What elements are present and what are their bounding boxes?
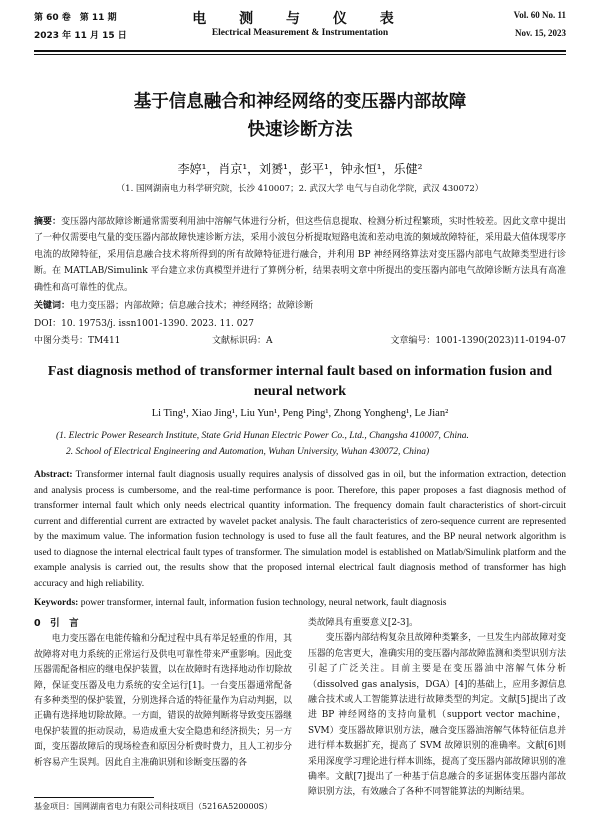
title-en: Fast diagnosis method of transformer internal fault based on information fusion and neural network	[47, 364, 553, 399]
keywords-cn	[34, 298, 566, 311]
body-paragraph: 变压器内部结构复杂且故障种类繁多，一旦发生内部故障对变压器的危害更大，准确实用的变压器内部故障监测和类型识别方法引起了广泛关注。目前主要是在变压器油中溶解气体分析（dissolved gas analysis，DGA）[4]的基础上，应用多源信息融合技术或人工智能算法进行故障类型的判定。文献[5]提出了改进 BP 神经网络的支持向量机（support vector machine，SVM）变压器故障识别方法，融合变压器油溶解气体特征信息并进行样本数据扩充，提高了 SVM 故障识别的准确率。文献[6]则采用深度学习理论进行样本训练，提高了变压器内部故障识别的准确率。文献[7]提出了一种基于信息融合的多证据体变压器内部故障识别方法，有效融合了各种不同智能算法的判断结果。	[308, 633, 566, 798]
abstract-en-text: Transformer internal fault diagnosis usually requires analysis of dissolved gas in oil, but the information extraction, detection and analysis process is cumbersome, and the real-time performance is poor. Therefore, this paper proposes a fast diagnosis method of transformer internal fault which only needs electrical quantity information. The frequency domain fault characteristics of short-circuit current and differential current are extracted by wavelet packet analysis. The fault characteristics of zero-sequence current are represented by the maximum value. The information fusion technology is used to fuse all the fault features, and the BP neural network algorithm is used to diagnose the internal electrical fault types of transformer. The simulation model is established on Matlab/Simulink platform and the example analysis is carried out, the results show that the proposed internal electrical fault diagnosis method of transformer has high accuracy and high reliability.	[34, 470, 566, 589]
title-cn-line2: 快速诊断方法	[247, 120, 353, 140]
keywords-en	[34, 598, 566, 608]
section-heading: 0 引 言	[34, 618, 79, 629]
keywords-en-label: Keywords:	[34, 598, 79, 608]
title-cn-line1: 基于信息融合和神经网络的变压器内部故障	[133, 92, 467, 112]
affiliation-en	[56, 428, 560, 460]
header-rule-thick	[34, 50, 566, 52]
authors-cn: 李婷¹，肖京¹，刘赟¹，彭平¹，钟永恒¹，乐健²	[177, 162, 423, 176]
keywords-cn-text: 电力变压器；内部故障；信息融合技术；神经网络；故障诊断	[70, 301, 314, 311]
volume-issue-cn: 第 60 卷 第 11 期	[34, 13, 117, 23]
article-number: 文章编号：1001-1390(2023)11-0194-07	[390, 336, 566, 346]
header-rule-thin	[34, 54, 566, 55]
body-column-left	[34, 616, 292, 771]
body-column-right	[308, 616, 566, 801]
affiliation-cn: （1. 国网湖南电力科学研究院，长沙 410007；2. 武汉大学 电气与自动化学院，武汉 430072）	[116, 184, 484, 194]
volume-issue-en: Vol. 60 No. 11	[513, 10, 566, 20]
footnote-rule	[34, 797, 154, 798]
authors-en: Li Ting¹, Xiao Jing¹, Liu Yun¹, Peng Ping¹, Zhong Yongheng¹, Le Jian²	[151, 408, 449, 419]
publication-date-en: Nov. 15, 2023	[514, 28, 566, 38]
abstract-cn-text: 变压器内部故障诊断通常需要利用油中溶解气体进行分析，但这些信息提取、检测分析过程繁琐，实时性较差。因此文章中提出了一种仅需要电气量的变压器内部故障快速诊断方法，采用小波包分析提取短路电流和差动电流的频域故障特征，采用最大值体现零序电流的故障特征，采用信息融合技术将所得到的所有故障特征进行融合，并利用 BP 神经网络算法对变压器内部电气故障类型进行诊断。在 MATLAB/Simulink 平台建立求仿真模型并进行了算例分析，结果表明文章中所提出的变压器内部电气故障诊断方法具有高准确性和高可靠性的优点。	[34, 217, 566, 293]
journal-name-en: Electrical Measurement & Instrumentation	[211, 28, 389, 38]
running-header	[34, 8, 566, 48]
affiliation-en-1: (1. Electric Power Research Institute, State Grid Hunan Electric Power Co., Ltd., Changsha 410007, China.	[56, 431, 469, 441]
title-cn	[40, 88, 560, 144]
clc-code: 中图分类号：TM411	[34, 336, 121, 346]
funding-footnote: 基金项目：国网湖南省电力有限公司科技项目（5216A520000S）	[34, 802, 273, 811]
abstract-en-label: Abstract:	[34, 470, 73, 480]
journal-name-cn: 电 测 与 仪 表	[192, 11, 408, 27]
doi: DOI：10. 19753/j. issn1001-1390. 2023. 11. 027	[34, 319, 254, 329]
abstract-cn-label: 摘要：	[34, 217, 62, 227]
affiliation-en-2: 2. School of Electrical Engineering and Automation, Wuhan University, Wuhan 430072, China)	[66, 447, 430, 457]
document-code: 文献标识码：A	[212, 336, 273, 346]
classification-codes	[34, 333, 566, 347]
abstract-en	[34, 468, 566, 592]
keywords-cn-label: 关键词：	[34, 301, 71, 311]
abstract-cn	[34, 214, 566, 296]
body-paragraph: 电力变压器在电能传输和分配过程中具有举足轻重的作用，其故障将对电力系统的正常运行及供电可靠性带来严重影响。因此变压器需配备相应的继电保护装置，以在故障时有选择地动作切除故障，保证变压器及电力系统的安全运行[1]。一台变压器通常配备有多种类型的保护装置，分别选择合适的特征量作为启动判据，以正确有选择地切除故障。一方面，错误的故障判断将导致变压器继电保护装置的拒动误动，易造成重大安全隐患和经济损失；另一方面，变压器故障后的现场检查和原因分析费时费力，且人工初步分析容易产生误判。因此自主准确识别和诊断变压器的各	[34, 634, 292, 768]
publication-date-cn: 2023 年 11 月 15 日	[34, 31, 127, 41]
body-paragraph-continued: 类故障具有重要意义[2-3]。	[308, 618, 418, 628]
keywords-en-text: power transformer, internal fault, information fusion technology, neural network, fault diagnosis	[80, 598, 447, 608]
